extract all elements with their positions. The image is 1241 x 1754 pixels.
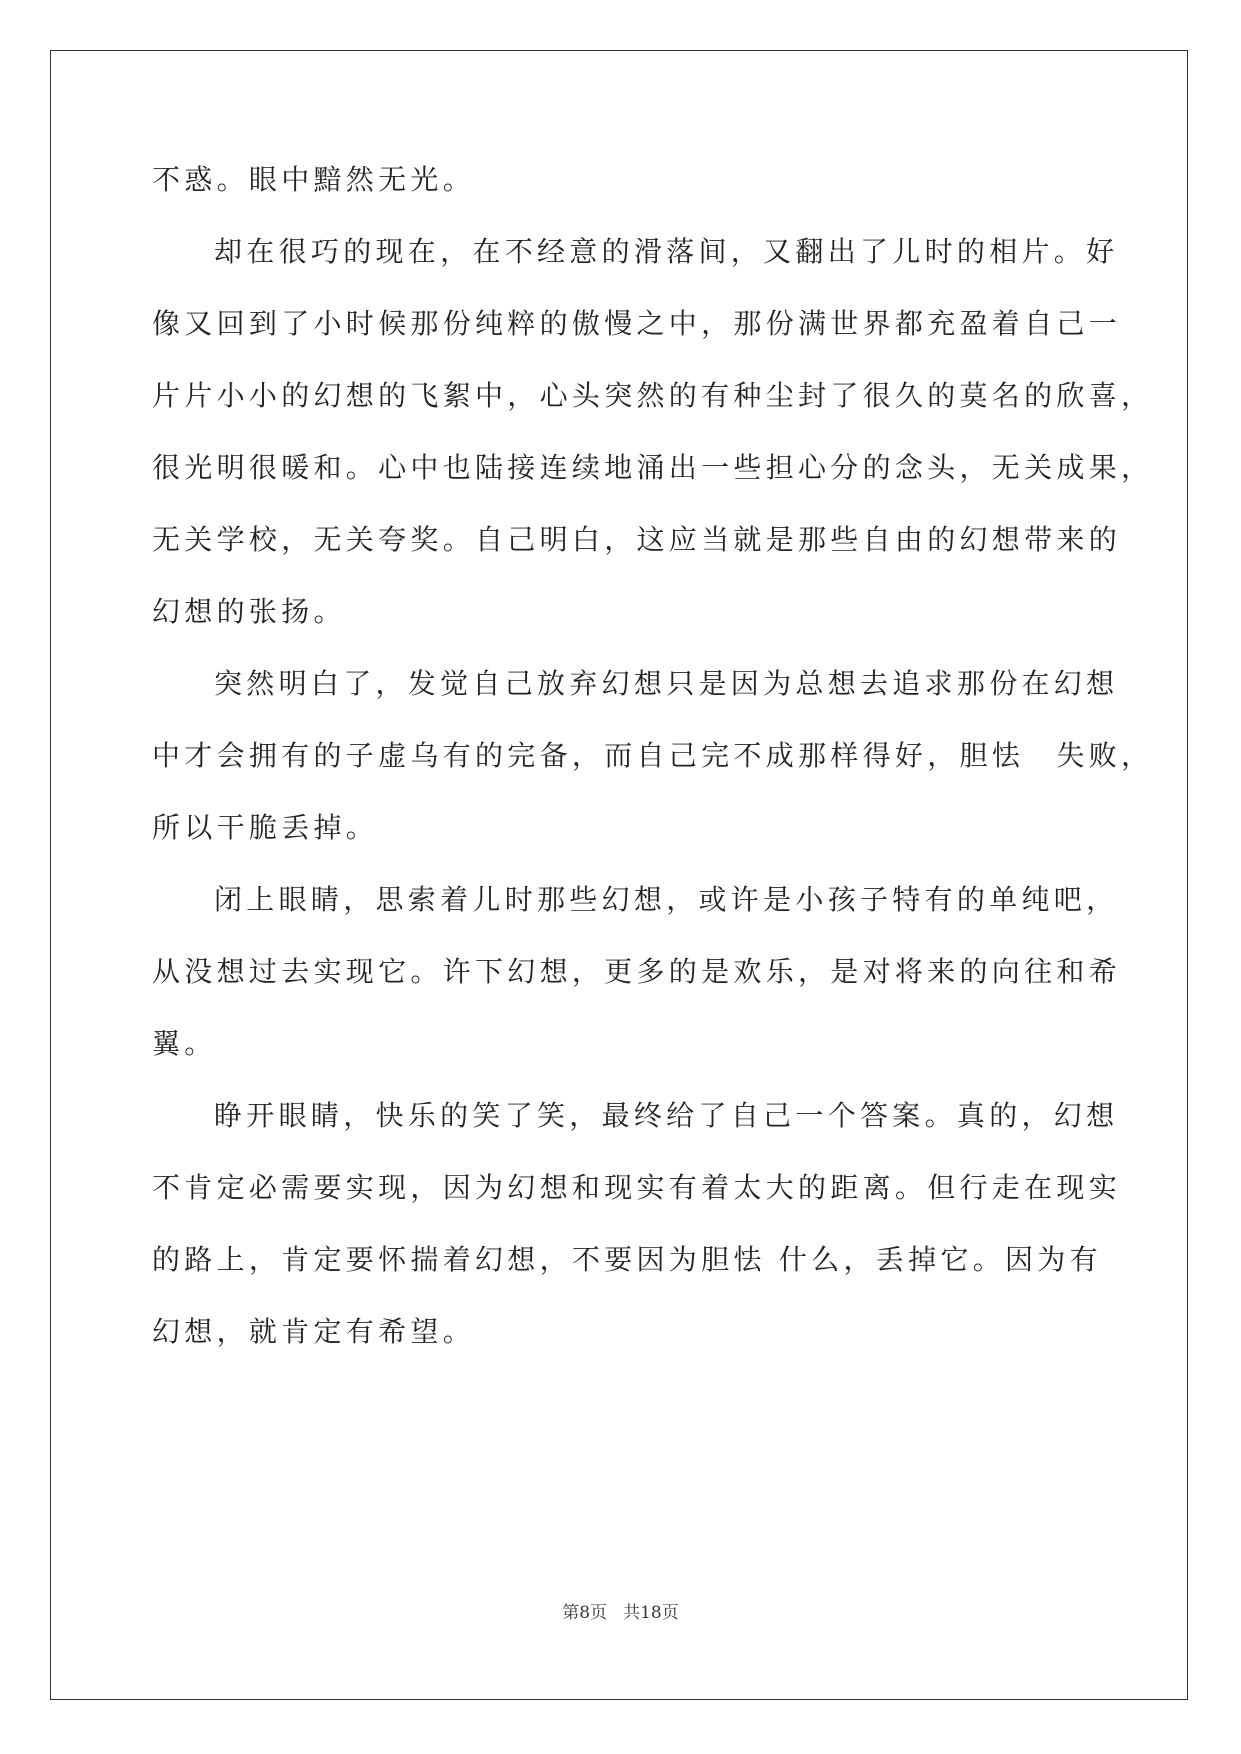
text-line: 却在很巧的现在，在不经意的滑落间，又翻出了儿时的相片。好	[214, 235, 1119, 268]
text-line: 翼。	[152, 1027, 217, 1060]
text-line: 从没想过去实现它。许下幻想，更多的是欢乐，是对将来的向往和希	[152, 955, 1122, 988]
text-line: 所以干脆丢掉。	[152, 811, 379, 844]
text-line: 幻想的张扬。	[152, 595, 346, 628]
text-line: 中才会拥有的子虚乌有的完备，而自己完不成那样得好，胆怯 失败，	[152, 739, 1154, 772]
text-line: 突然明白了，发觉自己放弃幻想只是因为总想去追求那份在幻想	[214, 667, 1119, 700]
text-line: 片片小小的幻想的飞絮中，心头突然的有种尘封了很久的莫名的欣喜，	[152, 379, 1154, 412]
text-line: 像又回到了小时候那份纯粹的傲慢之中，那份满世界都充盈着自己一	[152, 307, 1122, 340]
text-line: 不肯定必需要实现，因为幻想和现实有着太大的距离。但行走在现实	[152, 1171, 1122, 1204]
text-line: 无关学校，无关夸奖。自己明白，这应当就是那些自由的幻想带来的	[152, 523, 1122, 556]
page-number: 第8页	[562, 1603, 608, 1623]
page-border	[50, 50, 1188, 1700]
page-footer	[0, 1598, 1241, 1623]
text-line: 很光明很暖和。心中也陆接连续地涌出一些担心分的念头，无关成果，	[152, 451, 1154, 484]
text-line: 不惑。眼中黯然无光。	[152, 163, 476, 196]
text-line: 闭上眼睛，思索着儿时那些幻想，或许是小孩子特有的单纯吧，	[214, 883, 1119, 916]
text-line: 睁开眼睛，快乐的笑了笑，最终给了自己一个答案。真的，幻想	[214, 1099, 1119, 1132]
text-line: 的路上，肯定要怀揣着幻想，不要因为胆怯 什么，丢掉它。因为有	[152, 1243, 1102, 1276]
text-line: 幻想，就肯定有希望。	[152, 1315, 476, 1348]
page-total: 共18页	[623, 1603, 679, 1623]
